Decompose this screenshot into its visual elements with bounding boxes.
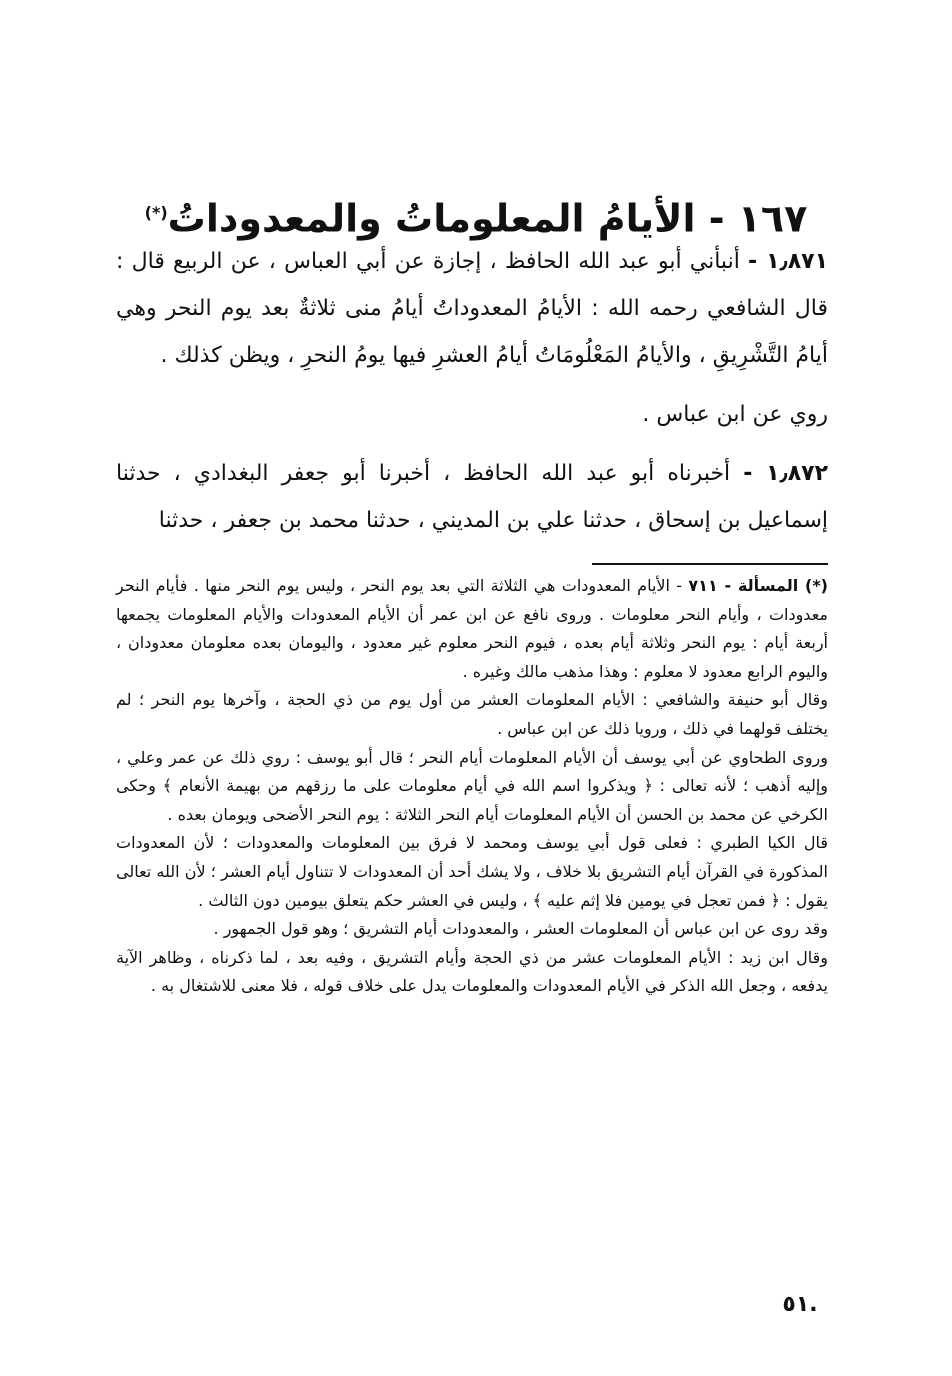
footnote-paragraph bbox=[116, 829, 828, 915]
footnote-text: - الأيام المعدودات هي الثلاثة التي بعد يوم النحر ، وليس يوم النحر منها . فأيام النحر معدودات ، وأيام النحر معلومات . وروى نافع عن ابن عمر أن الأيام المعدودات والأيام المعلومات يجمعها أربعة أيام : يوم النحر وثلاثة أيام بعده ، فيوم النحر معلوم غير معدود ، واليومان بعده معلومان معدودان ، واليوم الرابع معدود لا معلوم : وهذا مذهب مالك وغيره . bbox=[116, 576, 828, 681]
footnote-paragraph bbox=[116, 686, 828, 743]
footnote-divider bbox=[592, 563, 828, 565]
paragraph-number: ١٫٨٧١ - bbox=[748, 249, 829, 274]
paragraph-1872 bbox=[116, 450, 828, 544]
footnote-paragraph bbox=[116, 944, 828, 1001]
main-text bbox=[116, 238, 828, 544]
page-number: ٥١. bbox=[782, 1292, 818, 1317]
chapter-number: ١٦٧ - bbox=[708, 197, 808, 242]
footnote-text: وروى الطحاوي عن أبي يوسف أن الأيام المعلومات أيام النحر ؛ قال أبو يوسف : روي ذلك عن عمر وعلي ، وإليه أذهب ؛ لأنه تعالى : ﴿ ويذكروا اسم الله في أيام معلومات على ما رزقهم من بهيمة الأنعام ﴾ وحكى الكرخي عن محمد بن الحسن أن الأيام المعلومات أيام النحر الثلاثة : يوم النحر الأضحى ويومان بعده . bbox=[116, 747, 828, 824]
footnote-paragraph bbox=[116, 744, 828, 830]
footnote-text: وقال أبو حنيفة والشافعي : الأيام المعلومات العشر من أول يوم من ذي الحجة ، وآخرها يوم النحر ؛ لم يختلف قولهما في ذلك ، ورويا ذلك عن ابن عباس . bbox=[116, 690, 828, 738]
footnote-paragraph bbox=[116, 572, 828, 686]
paragraph-narration-note bbox=[116, 391, 828, 438]
footnote-text: قال الكيا الطبري : فعلى قول أبي يوسف ومحمد لا فرق بين المعلومات والمعدودات ؛ لأن المعدودات المذكورة في القرآن أيام التشريق بلا خلاف ، ولا يشك أحد أن المعدودات لا تتناول أيام العشر ؛ لأن الله تعالى يقول : ﴿ فمن تعجل في يومين فلا إثم عليه ﴾ ، وليس في العشر حكم يتعلق بيومين دون الثالث . bbox=[116, 833, 828, 910]
paragraph-gap bbox=[116, 438, 828, 450]
chapter-title: الأيامُ المعلوماتُ والمعدوداتُ bbox=[167, 197, 696, 242]
paragraph-1871 bbox=[116, 238, 828, 379]
footnote-marker: (*) bbox=[144, 203, 168, 223]
footnote-text: وقال ابن زيد : الأيام المعلومات عشر من ذي الحجة وأيام التشريق ، وفيه بعد ، لما ذكرناه ، وظاهر الآية يدفعه ، وجعل الله الذكر في الأيام المعدودات والمعلومات يدل على خلاف قوله ، فلا معنى للاشتغال به . bbox=[116, 947, 828, 996]
paragraph-number: ١٫٨٧٢ - bbox=[743, 461, 828, 486]
footnotes bbox=[116, 572, 828, 1001]
paragraph-text: أنبأني أبو عبد الله الحافظ ، إجازة عن أبي العباس ، عن الربيع قال : قال الشافعي رحمه الله : الأيامُ المعدوداتُ أيامُ منى ثلاثةٌ بعد يوم النحر وهي أيامُ التَّشْرِيقِ ، والأيامُ المَعْلُومَاتُ أيامُ العشرِ فيها يومُ النحرِ ، ويظن كذلك . bbox=[116, 249, 828, 368]
paragraph-text: روي عن ابن عباس . bbox=[642, 402, 828, 427]
paragraph-text: أخبرناه أبو عبد الله الحافظ ، أخبرنا أبو جعفر البغدادي ، حدثنا إسماعيل بن إسحاق ، حدثنا علي بن المديني ، حدثنا محمد بن جعفر ، حدثنا bbox=[116, 461, 828, 533]
footnote-label: (*) المسألة - ٧١١ bbox=[688, 576, 828, 595]
footnote-text: وقد روى عن ابن عباس أن المعلومات العشر ، والمعدودات أيام التشريق ؛ وهو قول الجمهور . bbox=[213, 919, 828, 939]
footnote-paragraph bbox=[116, 915, 828, 944]
paragraph-gap bbox=[116, 379, 828, 391]
